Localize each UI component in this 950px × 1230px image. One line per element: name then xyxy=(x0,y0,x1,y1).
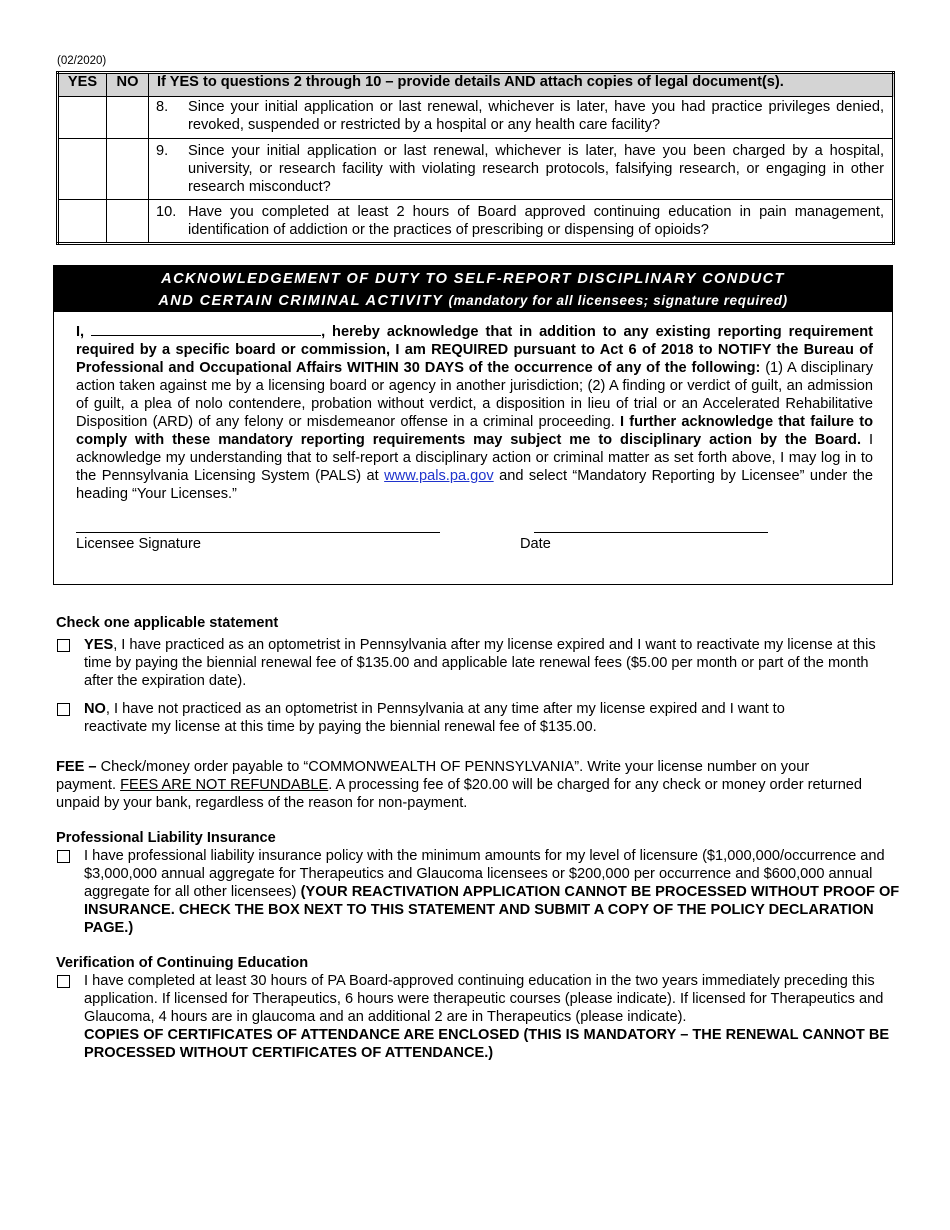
column-header-yes: YES xyxy=(58,73,107,97)
acknowledgement-title-line2: AND CERTAIN CRIMINAL ACTIVITY xyxy=(158,293,443,309)
date-label: Date xyxy=(520,536,551,552)
yes-answer-cell[interactable] xyxy=(58,200,107,244)
continuing-education-requirement: COPIES OF CERTIFICATES OF ATTENDANCE ARE ENCLOSED (THIS IS MANDATORY – THE RENEWAL CANNOT BE PROCESSED WITHOUT CERTIFICATES OF ATTENDANCE.) xyxy=(84,1027,890,1061)
yes-answer-cell[interactable] xyxy=(58,97,107,139)
ack-bold-warning: I further acknowledge that failure to comply with these mandatory reporting requirements may subject me to disciplinary action by the Board. xyxy=(76,414,873,448)
column-header-no: NO xyxy=(107,73,149,97)
yes-checkbox[interactable] xyxy=(57,639,70,652)
continuing-education-heading: Verification of Continuing Education xyxy=(56,955,309,971)
question-text: Have you completed at least 2 hours of Board approved continuing education in pain management, identification of addiction or the practices of prescribing or dispensing of opioids? xyxy=(188,204,884,238)
ack-i: I, xyxy=(76,324,85,340)
acknowledgement-title-line1: ACKNOWLEDGEMENT OF DUTY TO SELF-REPORT DISCIPLINARY CONDUCT xyxy=(161,271,785,287)
question-text: Since your initial application or last renewal, whichever is later, have you had practice privileges denied, revoked, suspended or restricted by a hospital or any health care facility? xyxy=(188,99,884,133)
yes-text: , I have practiced as an optometrist in Pennsylvania after my license expired and I want to reactivate my license at this time by paying the biennial renewal fee of $135.00 and applicable late renewal fees ($5.00 per month or part of the month after the expiration date). xyxy=(84,637,876,689)
yes-answer-cell[interactable] xyxy=(58,139,107,200)
no-answer-cell[interactable] xyxy=(107,200,149,244)
table-row xyxy=(58,200,894,244)
acknowledgement-title-note: (mandatory for all licensees; signature required) xyxy=(448,293,788,308)
insurance-heading: Professional Liability Insurance xyxy=(56,830,276,846)
fee-paragraph xyxy=(56,758,868,812)
insurance-statement xyxy=(84,847,900,937)
insurance-checkbox[interactable] xyxy=(57,850,70,863)
question-number: 10. xyxy=(156,204,177,220)
no-checkbox[interactable] xyxy=(57,703,70,716)
table-row xyxy=(58,139,894,200)
fee-label: FEE – xyxy=(56,759,97,775)
yes-statement xyxy=(84,636,898,690)
question-text: Since your initial application or last renewal, whichever is later, have you been charged by a hospital, university, or research facility with violating research protocols, falsifying research, or engaging in other research misconduct? xyxy=(188,143,884,195)
fee-text: Check/money order payable to “COMMONWEALTH OF PENNSYLVANIA”. Write your license number on your payment. xyxy=(56,759,810,793)
question-cell xyxy=(149,139,894,200)
ack-closing: and select “Mandatory Reporting by Licensee” under the heading “Your Licenses.” xyxy=(76,468,873,502)
continuing-education-text: I have completed at least 30 hours of PA Board-approved continuing education in the two years immediately preceding this application. If licensed for Therapeutics, 6 hours were therapeutic courses (please indicate). If licensed for Therapeutics and Glaucoma, 4 hours are in glaucoma and an additional 2 are in Therapeutics (please indicate). xyxy=(84,973,884,1025)
question-cell xyxy=(149,97,894,139)
acknowledgement-box xyxy=(53,265,893,585)
column-header-instructions: If YES to questions 2 through 10 – provide details AND attach copies of legal document(s). xyxy=(149,73,894,97)
insurance-text: I have professional liability insurance policy with the minimum amounts for my level of licensure ($1,000,000/occurrence and $3,000,000 annual aggregate for Therapeutics and Glaucoma licensees or $200,000 per occurrence and $600,000 annual aggregate for all other licensees) xyxy=(84,848,885,900)
ack-reporting-items: (1) A disciplinary action taken against me by a licensing board or agency in another jurisdiction; (2) A finding or verdict of guilt, an admission of guilt, a plea of nolo contendere, probation without verdict, a disposition in lieu of trial or an Accelerated Rehabilitative Disposition (ARD) of any felony or misdemeanor offense in a criminal proceeding. xyxy=(76,360,873,430)
pals-link[interactable]: www.pals.pa.gov xyxy=(384,468,494,484)
yes-label: YES xyxy=(84,637,114,653)
questions-table xyxy=(56,71,895,245)
table-row xyxy=(58,97,894,139)
continuing-education-checkbox[interactable] xyxy=(57,975,70,988)
signature-label: Licensee Signature xyxy=(76,536,201,552)
question-number: 9. xyxy=(156,143,169,159)
question-cell xyxy=(149,200,894,244)
ack-bold-statement: , hereby acknowledge that in addition to any existing reporting requirement required by a specific board or commission, I am REQUIRED pursuant to Act 6 of 2018 to NOTIFY the Bureau of Professional and Occupational Affairs WITHIN 30 DAYS of the occurrence of any of the following: xyxy=(76,324,873,376)
acknowledgement-heading xyxy=(54,266,892,312)
question-number: 8. xyxy=(156,99,169,115)
ack-pals-instructions: I acknowledge my understanding that to self-report a disciplinary action or criminal matter as set forth above, I may log in to the Pennsylvania Licensing System (PALS) at xyxy=(76,432,874,484)
no-text: , I have not practiced as an optometrist in Pennsylvania at any time after my license expired and I want to reactivate my license at this time by paying the biennial renewal fee of $135.00. xyxy=(84,701,785,735)
no-answer-cell[interactable] xyxy=(107,97,149,139)
acknowledgement-text xyxy=(76,323,873,503)
fee-processing-text: . A processing fee of $20.00 will be charged for any check or money order returned unpaid by your bank, regardless of the reason for non-payment. xyxy=(56,777,863,811)
signature-line[interactable] xyxy=(76,532,440,533)
no-statement xyxy=(84,700,834,736)
fee-not-refundable: FEES ARE NOT REFUNDABLE xyxy=(120,777,329,793)
date-line[interactable] xyxy=(534,532,768,533)
no-answer-cell[interactable] xyxy=(107,139,149,200)
check-statement-heading: Check one applicable statement xyxy=(56,615,279,631)
continuing-education-statement xyxy=(84,972,896,1062)
no-label: NO xyxy=(84,701,106,717)
licensee-name-field[interactable] xyxy=(91,323,321,336)
insurance-requirement: (YOUR REACTIVATION APPLICATION CANNOT BE PROCESSED WITHOUT PROOF OF INSURANCE. CHECK THE BOX NEXT TO THIS STATEMENT AND SUBMIT A COPY OF THE POLICY DECLARATION PAGE.) xyxy=(84,884,900,936)
table-header-row xyxy=(58,73,894,97)
form-revision-date: (02/2020) xyxy=(57,55,107,67)
